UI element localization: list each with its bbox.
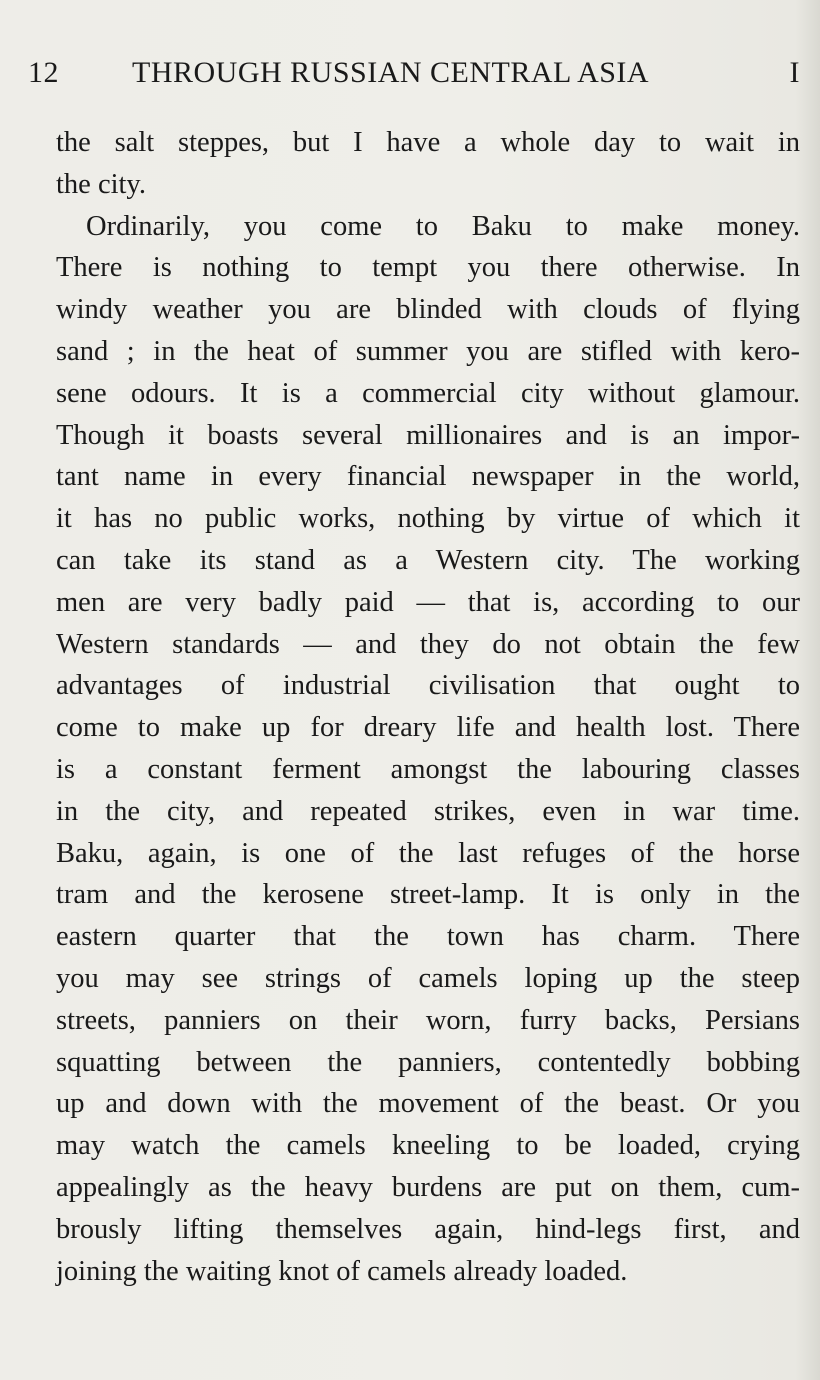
running-head <box>28 56 800 96</box>
text-line: is a constant ferment amongst the labouring classes <box>56 753 800 785</box>
text-line: appealingly as the heavy burdens are put on them, cum- <box>56 1171 800 1203</box>
text-line: advantages of industrial civilisation that ought to <box>56 670 800 702</box>
text-line: sand ; in the heat of summer you are stifled with kero- <box>56 335 800 367</box>
body-text <box>56 122 800 1292</box>
text-line: come to make up for dreary life and health lost. There <box>56 712 800 744</box>
text-line: may watch the camels kneeling to be loaded, crying <box>56 1130 800 1162</box>
text-line: up and down with the movement of the beast. Or you <box>56 1088 800 1120</box>
text-line: joining the waiting knot of camels already loaded. <box>56 1255 628 1287</box>
text-line: eastern quarter that the town has charm. There <box>56 921 800 953</box>
chapter-number: I <box>789 56 800 89</box>
text-line: Western standards — and they do not obtain the few <box>56 628 800 660</box>
text-line: you may see strings of camels loping up the steep <box>56 962 800 994</box>
text-line: men are very badly paid — that is, according to our <box>56 586 800 618</box>
text-line: windy weather you are blinded with clouds of flying <box>56 294 800 326</box>
text-line: the city. <box>56 168 146 200</box>
text-line: brously lifting themselves again, hind-legs first, and <box>56 1213 800 1245</box>
text-line: it has no public works, nothing by virtue of which it <box>56 503 800 535</box>
text-line: Though it boasts several millionaires and is an impor- <box>56 419 800 451</box>
text-line: There is nothing to tempt you there otherwise. In <box>56 252 800 284</box>
text-line: tant name in every financial newspaper in the world, <box>56 461 800 493</box>
text-line: streets, panniers on their worn, furry backs, Persians <box>56 1004 800 1036</box>
page-number: 12 <box>28 56 59 89</box>
text-line: tram and the kerosene street-lamp. It is only in the <box>56 879 800 911</box>
text-line: the salt steppes, but I have a whole day to wait in <box>56 127 800 158</box>
paragraph-first-line: Ordinarily, you come to Baku to make money. <box>86 210 800 242</box>
text-line: squatting between the panniers, contentedly bobbing <box>56 1046 800 1078</box>
text-line: in the city, and repeated strikes, even in war time. <box>56 795 800 827</box>
book-title: THROUGH RUSSIAN CENTRAL ASIA <box>132 56 650 89</box>
text-line: can take its stand as a Western city. The working <box>56 544 800 576</box>
text-line: Baku, again, is one of the last refuges of the horse <box>56 837 800 869</box>
text-line: sene odours. It is a commercial city without glamour. <box>56 377 800 409</box>
